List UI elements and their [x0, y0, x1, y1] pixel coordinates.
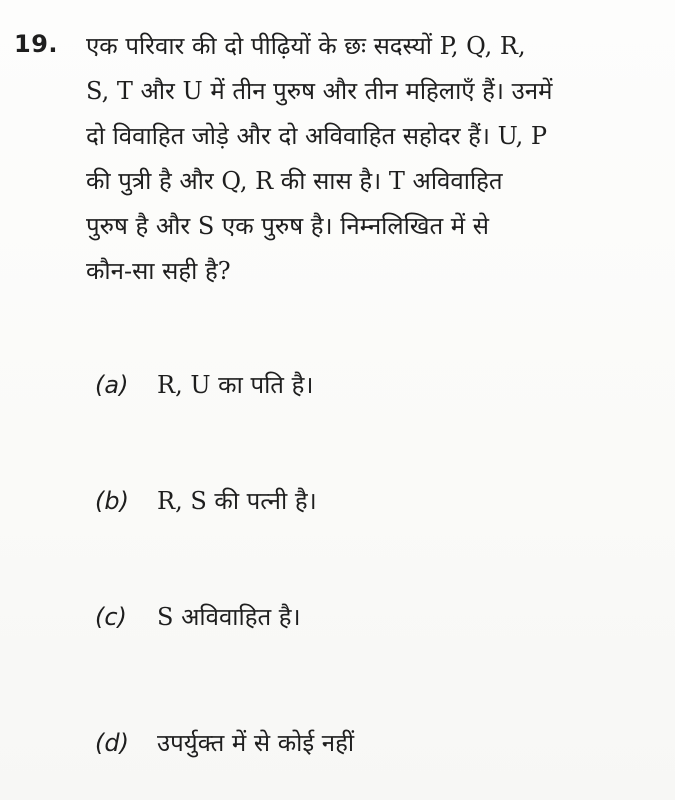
question-line: दो विवाहित जोड़े और दो अविवाहित सहोदर हैं। U, P	[86, 122, 548, 150]
option-b-label: (b)	[95, 487, 129, 515]
option-a[interactable]	[95, 368, 313, 401]
question-text	[86, 24, 656, 294]
option-b-text: R, S की पत्नी है।	[157, 487, 317, 515]
question-line: एक परिवार की दो पीढ़ियों के छः सदस्यों P, Q, R,	[86, 32, 526, 60]
option-c[interactable]	[95, 600, 301, 633]
option-a-label: (a)	[95, 371, 129, 399]
question-line: S, T और U में तीन पुरुष और तीन महिलाएँ हैं। उनमें	[86, 77, 553, 105]
option-c-text: S अविवाहित है।	[157, 603, 301, 631]
option-a-text: R, U का पति है।	[157, 371, 314, 399]
option-d-text: उपर्युक्त में से कोई नहीं	[157, 729, 355, 757]
option-b[interactable]	[95, 484, 317, 517]
question-line: कौन-सा सही है?	[86, 257, 231, 285]
option-d[interactable]	[95, 726, 354, 759]
question-line: पुरुष है और S एक पुरुष है। निम्नलिखित में से	[86, 212, 490, 240]
question-line: की पुत्री है और Q, R की सास है। T अविवाहित	[86, 167, 503, 195]
option-d-label: (d)	[95, 729, 129, 757]
question-number: 19.	[14, 30, 59, 58]
option-c-label: (c)	[95, 603, 127, 631]
